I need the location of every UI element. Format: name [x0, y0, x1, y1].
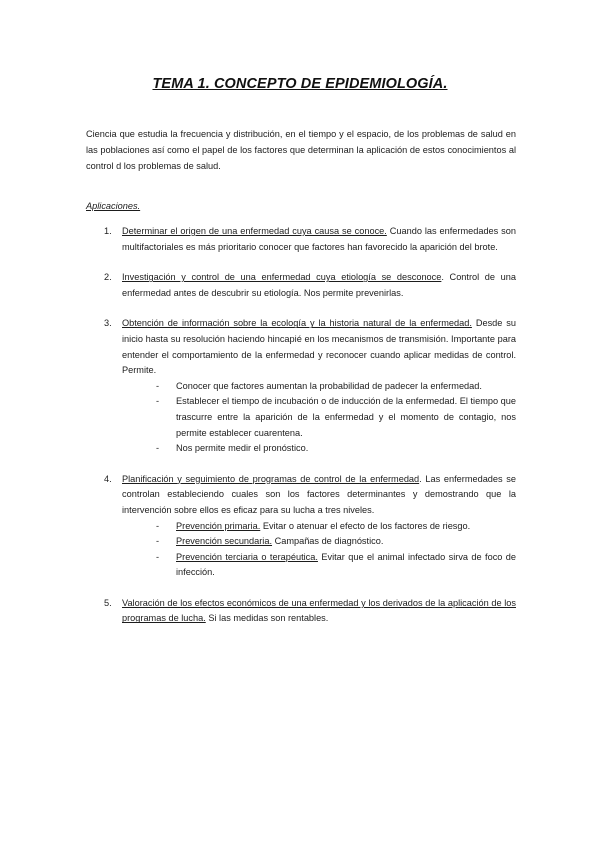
item-text: Desde su inicio hasta su resolución haciendo hincapié en los mecanismos de transmisión. Importante para entender el comportamiento de la enfermedad y reconocer cuando aplicar medidas de control. Permite. — [122, 318, 517, 376]
sub-item — [122, 379, 516, 395]
item-heading: Investigación y control de una enfermedad cuya etiología se desconoce — [122, 272, 442, 283]
application-item — [104, 596, 516, 627]
sub-item — [122, 519, 516, 535]
application-item — [104, 224, 516, 255]
subitem-text: Establecer el tiempo de incubación o de inducción de la enfermedad. El tiempo que trascurre entre la aparición de la enfermedad y el momento de contagio, nos permite establecer cuarentena. — [176, 396, 516, 438]
subitem-heading: Prevención secundaria. — [176, 536, 273, 547]
dash-marker: - — [156, 396, 160, 407]
item-number: 3. — [104, 318, 112, 329]
subitem-list — [122, 519, 516, 581]
item-number: 2. — [104, 272, 112, 283]
sub-item — [122, 441, 516, 457]
sub-item — [122, 394, 516, 441]
subitem-text: Evitar que el animal infectado sirva de foco de infección. — [176, 551, 517, 578]
item-heading: Planificación y seguimiento de programas de control de la enfermedad — [122, 473, 420, 484]
subitem-text: Conocer que factores aumentan la probabilidad de padecer la enfermedad. — [176, 380, 482, 391]
item-text: . Control de una enfermedad antes de descubrir su etiología. Nos permite prevenirlas. — [122, 272, 516, 298]
application-item — [104, 270, 516, 301]
item-number: 1. — [104, 226, 112, 236]
subitem-text: Evitar o atenuar el efecto de los factores de riesgo. — [260, 520, 471, 531]
subitem-text: Nos permite medir el pronóstico. — [176, 443, 309, 454]
subitem-heading: Prevención terciaria o terapéutica. — [176, 551, 318, 562]
section-heading: Aplicaciones. — [86, 201, 141, 211]
item-text: Si las medidas son rentables. — [205, 613, 329, 624]
sub-item — [122, 550, 516, 581]
item-heading: Valoración de los efectos económicos de una enfermedad y los derivados de la aplicación de los programas de lucha. — [122, 597, 516, 624]
subitem-heading: Prevención primaria. — [176, 520, 261, 531]
item-number: 5. — [104, 597, 112, 608]
application-item — [104, 472, 516, 581]
item-heading: Obtención de información sobre la ecología y la historia natural de la enfermedad. — [122, 318, 472, 329]
dash-marker: - — [156, 536, 160, 547]
applications-list — [104, 224, 516, 627]
intro-paragraph: Ciencia que estudia la frecuencia y distribución, en el tiempo y el espacio, de los problemas de salud en las poblaciones así como el papel de los factores que determinan la aplicación de estos conocimientos al control d los problemas de salud. — [86, 129, 516, 171]
application-item — [104, 316, 516, 456]
item-text: . Las enfermedades se controlan estableciendo cuales son los factores determinantes y demostrando que la intervención sobre ellos es eficaz para su lucha a tres niveles. — [122, 473, 516, 515]
subitem-list — [122, 379, 516, 457]
item-text: Cuando las enfermedades son multifactoriales es más prioritario conocer que factores han favorecido la aparición del brote. — [122, 226, 516, 252]
page-title: TEMA 1. CONCEPTO DE EPIDEMIOLOGÍA. — [152, 76, 448, 92]
item-heading: Determinar el origen de una enfermedad cuya causa se conoce. — [122, 226, 387, 236]
dash-marker: - — [156, 520, 160, 531]
subitem-text: Campañas de diagnóstico. — [272, 536, 384, 547]
sub-item — [122, 534, 516, 550]
item-number: 4. — [104, 473, 112, 484]
dash-marker: - — [156, 380, 160, 391]
dash-marker: - — [156, 443, 160, 454]
dash-marker: - — [156, 551, 160, 562]
